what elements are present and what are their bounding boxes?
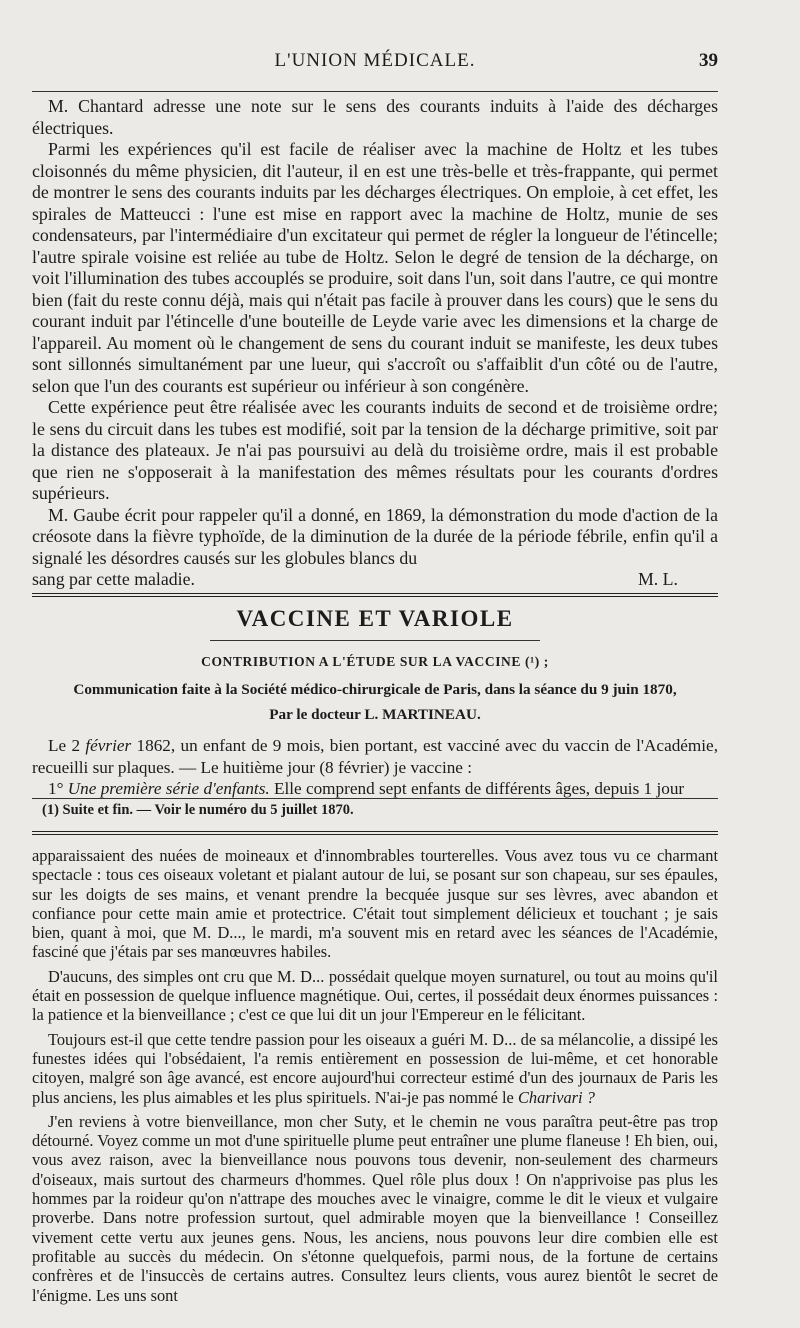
paragraph: M. Chantard adresse une note sur le sens des courants induits à l'aide des décharges électriques.: [32, 96, 718, 138]
paragraph: Cette expérience peut être réalisée avec les courants induits de second et de troisième ordre; le sens du circuit dans les tubes est modifié, soit par la tension de la décharge primitive, soit par la distance des plateaux. Je n'ai pas poursuivi au delà du troisième ordre, mais il est probable que rien ne s'opposerait à la manifestation des mêmes résultats pour les courants d'ordres supérieurs.: [32, 397, 718, 503]
text-run: Elle comprend sept enfants de différents âges, depuis 1 jour: [269, 779, 685, 798]
section-title: VACCINE ET VARIOLE: [236, 606, 514, 631]
page-number: 39: [699, 50, 718, 71]
closing-text: sang par cette maladie.: [32, 569, 195, 589]
feuilleton-divider: [32, 831, 718, 835]
section-divider: [32, 593, 718, 597]
author-line: [32, 706, 718, 724]
text-run: Toujours est-il que cette tendre passion pour les oiseaux a guéri M. D... de sa mélancolie, a dissipé les funestes idées qui l'obsédaient, l'a remis entièrement en possession de lui-même, et cet honorable citoyen, malgré son âge avancé, est encore aujourd'hui correcteur estimé d'un des journaux de Paris les plus anciens, les plus aimables et les plus spirituels. N'ai-je pas nommé le: [32, 1029, 718, 1107]
page-header: [32, 50, 718, 74]
communication-line: Communication faite à la Société médico-chirurgicale de Paris, dans la séance du 9 juin 1870,: [73, 681, 677, 698]
italic-run: février: [85, 736, 132, 755]
text-run: Le 2: [48, 736, 86, 755]
text-run: 1°: [48, 779, 68, 798]
signature: M. L.: [637, 569, 678, 589]
feuilleton-column: [32, 846, 718, 1310]
paragraph: apparaissaient des nuées de moineaux et d'innombrables tourterelles. Vous avez tous vu ce charmant spectacle : tous ces oiseaux voletant et pialant autour de lui, se posant sur son chapeau, sur ses épaules, sur les doigts de ses mains, et venant prendre la becquée jusque sur ses lèvres, avec abandon et confiance pour cette main amie et protectrice. C'était tout simplement délicieux et touchant ; je sais bien, quant à moi, que M. D..., le mardi, m'a souvent mis en retard avec les séances de l'Académie, fasciné que j'étais par ses manœuvres habiles.: [32, 846, 718, 962]
paragraph: [32, 1030, 718, 1107]
vaccine-article-body: [32, 735, 718, 800]
paragraph: [32, 778, 718, 800]
article-subtitle: CONTRIBUTION A L'ÉTUDE SUR LA VACCINE (¹) ;: [201, 654, 549, 669]
paragraph: D'aucuns, des simples ont cru que M. D... possédait quelque moyen surnaturel, ou tout au moins qu'il était en possession de quelque influence magnétique. Oui, certes, il possédait deux énormes puissances : la patience et la bienveillance ; c'est ce que lui dit un jour l'Empereur en le félicitant.: [32, 966, 718, 1025]
italic-run: Une première série d'enfants.: [67, 779, 270, 798]
running-title: L'UNION MÉDICALE.: [274, 50, 476, 71]
paragraph: [32, 735, 718, 778]
italic-run: Charivari ?: [517, 1087, 595, 1107]
header-rule: [32, 91, 718, 92]
author-name: L. MARTINEAU.: [364, 706, 481, 723]
title-underline: [210, 640, 540, 641]
paragraph: M. Gaube écrit pour rappeler qu'il a donné, en 1869, la démonstration du mode d'action de la créosote dans la fièvre typhoïde, de la diminution de la durée de la période fébrile, enfin qu'il a signalé les désordres causés sur les globules blancs du: [32, 504, 718, 568]
footnote-rule: [32, 798, 718, 799]
footnote: (1) Suite et fin. — Voir le numéro du 5 juillet 1870.: [42, 802, 354, 818]
paragraph: Parmi les expériences qu'il est facile de réaliser avec la machine de Holtz et les tubes cloisonnés du même physicien, dit l'auteur, il en est une très-belle et très-frappante, qui permet de montrer le sens des courants induits par les décharges électriques. On emploie, à cet effet, les spirales de Matteucci : l'une est mise en rapport avec la machine de Holtz, munie de ses condensateurs, par l'intermédiaire d'un excitateur qui permet de régler la longueur de l'étincelle; l'autre spirale voisine est reliée au tube de Holtz. Selon le degré de tension de la décharge, on voit l'illumination des tubes accouplés se produire, soit dans l'un, soit dans l'autre, ce qui montre bien (fait du reste connu déjà, mais qui n'était pas facile à prouver dans les cours) que le sens du courant induit par l'étincelle d'une bouteille de Leyde varie avec les dimensions et la charge de l'appareil. Au moment où le changement de sens du courant induit se manifeste, les deux tubes sont sillonnés simultanément par une lueur, qui s'accroît ou s'affaiblit d'un côté ou de l'autre, selon que l'un des courants est supérieur ou inférieur à son congénère.: [32, 139, 718, 396]
author-prefix: Par le docteur: [269, 706, 361, 723]
academy-report: [32, 96, 718, 591]
signature-line: [32, 569, 718, 591]
paragraph: J'en reviens à votre bienveillance, mon cher Suty, et le chemin ne vous paraîtra peut-être pas trop détourné. Voyez comme un mot d'une spirituelle plume peut entraîner une plume flaneuse ! Eh bien, oui, vous avez raison, avec la bienveillance nous pouvons tous devenir, non-seulement des charmeurs d'oiseaux, mais surtout des charmeurs d'hommes. Quel rôle plus doux ! On n'apprivoise pas plus les hommes par la roideur qu'on n'attrape des mouches avec le vinaigre, comme le dit le vieux et vulgaire proverbe. Dans notre profession surtout, quel admirable moyen que la bienveillance ! Conseillez vivement cette vertu aux jeunes gens. Nous, les anciens, nous pouvons leur dire combien elle est profitable au succès du médecin. On s'étonne quelquefois, parmi nous, de la fortune de certains confrères et de l'insuccès de certains autres. Consultez leurs clients, vous aurez bientôt le secret de l'énigme. Les uns sont: [32, 1111, 718, 1305]
text-run: 1862, un enfant de 9 mois, bien portant, est vacciné avec du vaccin de l'Académie, recueilli sur plaques. — Le huitième jour (8 février) je vaccine :: [32, 736, 718, 777]
